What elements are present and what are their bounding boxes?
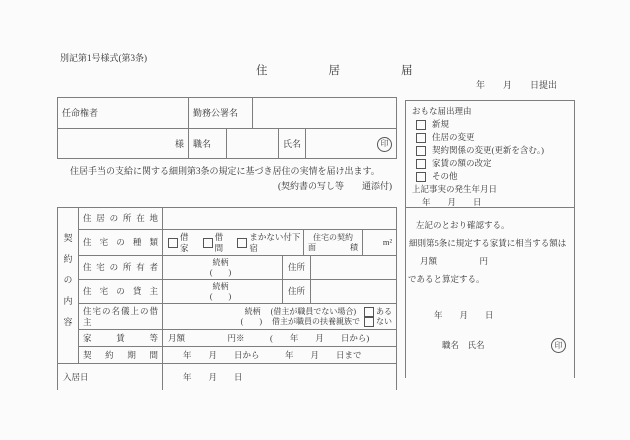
period-value-cell — [163, 347, 396, 364]
relation-paren: ( ) — [240, 316, 262, 326]
contract-area-label-line1: 住宅の契約 — [313, 232, 353, 242]
statement-line1: 住居手当の支給に関する細則第3条の規定に基づき居住の実情を届け出ます。 — [70, 166, 380, 176]
type-value-cell — [163, 230, 396, 256]
form-code: 別記第1号様式(第3条) — [60, 53, 147, 63]
type-option-rented-room — [203, 232, 230, 254]
header-row-signer — [58, 129, 396, 159]
page-title: 住居届 — [256, 65, 474, 77]
contract-group-label: 契約の内容 — [62, 233, 73, 338]
lessor-relation-cell — [163, 280, 283, 303]
type-option-boarding — [237, 232, 303, 254]
checkbox-icon — [416, 120, 426, 130]
job-title-value-cell — [227, 129, 279, 159]
type-label: 住宅の種類 — [83, 237, 158, 247]
rent-label: 家賃等 — [83, 332, 158, 343]
checkbox-icon — [416, 146, 426, 156]
type-option-label: 借家 — [180, 231, 189, 253]
type-options-cell — [163, 230, 304, 255]
move-in-label-cell — [58, 364, 163, 390]
job-title-label: 職名 — [193, 139, 212, 149]
owner-value-cell — [163, 256, 396, 280]
submit-date-line: 年 月 日提出 — [475, 80, 557, 90]
lessor-address-value-cell — [311, 280, 396, 303]
reason-option-other — [406, 170, 574, 183]
reason-heading: おもな届出理由 — [412, 106, 472, 116]
location-label-cell — [79, 208, 163, 230]
appointer-label: 任命権者 — [62, 108, 99, 118]
checkbox-icon — [416, 172, 426, 182]
name-label-cell — [279, 129, 306, 159]
confirm-box — [406, 208, 574, 353]
seal-char: 印 — [554, 340, 563, 350]
reason-option-rent-revision — [406, 157, 574, 170]
tenant-label: 住宅の名儀上の借主 — [83, 305, 158, 327]
tenant-note1-text: (借主が職員でない場合) — [270, 306, 356, 316]
checkbox-icon — [416, 159, 426, 169]
contract-detail-table — [57, 207, 397, 390]
header-row-appointer — [58, 98, 396, 129]
tenant-label-cell — [79, 304, 163, 330]
tenant-option-nai — [364, 317, 392, 327]
addressee-suffix: 様 — [174, 139, 184, 149]
lessor-value-cell — [163, 280, 396, 304]
seal-char: 印 — [380, 139, 389, 148]
confirm-line4: であると算定する。 — [408, 274, 485, 284]
confirm-amount-line: 月額 円 — [420, 256, 489, 266]
confirm-line2: 細則第5条に規定する家賃に相当する額は — [409, 238, 567, 248]
relation-paren: ( ) — [209, 267, 232, 277]
owner-address-value-cell — [311, 256, 396, 279]
address-label: 住所 — [287, 262, 305, 272]
right-column — [405, 100, 575, 378]
move-in-label: 入居日 — [63, 371, 89, 382]
office-label: 勤務公署名 — [193, 108, 239, 118]
appointer-cell — [58, 98, 189, 128]
contract-area-label-line2: 面積 — [308, 242, 358, 252]
checkbox-icon — [364, 307, 374, 317]
type-option-label: まかない付下宿 — [249, 231, 301, 253]
reason-box — [406, 101, 574, 208]
checkbox-icon — [237, 238, 247, 248]
lessor-label: 住宅の貸主 — [83, 286, 158, 296]
office-label-cell — [189, 98, 253, 128]
reason-option-contract-change — [406, 144, 574, 157]
contract-area-unit-cell — [363, 230, 396, 255]
reason-option-label: 家賃の額の改定 — [432, 158, 492, 168]
checkbox-icon — [203, 238, 213, 248]
relation-label: 続柄 — [244, 306, 261, 316]
tenant-note-line1 — [163, 307, 396, 317]
name-label: 氏名 — [283, 139, 302, 149]
relation-label: 続柄 — [212, 257, 229, 267]
header-table — [57, 97, 397, 159]
checkbox-icon — [364, 317, 374, 327]
contract-area-label-cell — [304, 230, 363, 255]
office-value-cell — [253, 98, 396, 128]
reason-option-label: 住居の変更 — [432, 132, 475, 142]
lessor-label-cell — [79, 280, 163, 304]
statement — [70, 165, 392, 192]
reason-option-label: 新規 — [432, 119, 450, 129]
addressee-cell — [58, 129, 189, 159]
area-unit: m² — [382, 237, 392, 247]
confirm-date-line: 年 月 日 — [434, 310, 494, 320]
relation-paren: ( ) — [209, 291, 232, 301]
fact-date-fields: 年 月 日 — [422, 197, 482, 207]
tenant-option-aru — [364, 307, 392, 317]
rent-value: 月額 円※ ( 年 月 日から) — [168, 332, 370, 343]
seal-icon — [377, 137, 392, 152]
reason-option-residence-change — [406, 131, 574, 144]
relation-label: 続柄 — [212, 281, 229, 291]
job-title-label-cell — [189, 129, 227, 159]
lessor-address-label-cell — [283, 280, 311, 303]
period-label-cell — [79, 347, 163, 364]
owner-address-label-cell — [283, 256, 311, 279]
rent-value-cell — [163, 330, 396, 347]
type-option-rented-house — [168, 232, 195, 254]
confirm-signer-labels: 職名 氏名 — [442, 340, 485, 350]
location-value-cell — [163, 208, 396, 230]
tenant-note2-text: 借主が職員の扶養親族で — [272, 316, 360, 326]
confirm-signer-row — [442, 338, 566, 353]
confirm-line1: 左記のとおり確認する。 — [416, 220, 510, 230]
owner-label-cell — [79, 256, 163, 280]
owner-label: 住宅の所有者 — [83, 262, 158, 272]
type-option-label: 借間 — [214, 231, 224, 253]
name-value-cell — [306, 129, 396, 159]
period-label: 契約期間 — [83, 349, 158, 360]
tenant-option-label: ない — [376, 316, 392, 326]
rent-label-cell — [79, 330, 163, 347]
reason-option-label: 契約関係の変更(更新を含む。) — [432, 145, 544, 155]
seal-icon — [551, 338, 566, 353]
owner-relation-cell — [163, 256, 283, 279]
move-in-value-cell — [163, 364, 396, 390]
tenant-option-label: ある — [376, 306, 392, 316]
tenant-note-line2 — [163, 317, 396, 327]
checkbox-icon — [416, 133, 426, 143]
location-label: 住居の所在地 — [83, 213, 158, 223]
tenant-value-cell — [163, 304, 396, 330]
period-value: 年 月 日から 年 月 日まで — [183, 349, 362, 360]
move-in-value: 年 月 日 — [183, 371, 243, 382]
address-label: 住所 — [287, 286, 305, 296]
statement-line2: (契約書の写し等 通添付) — [278, 181, 392, 191]
reason-option-label: その他 — [432, 171, 458, 181]
contract-group-cell — [58, 208, 79, 364]
fact-date-label: 上記事実の発生年月日 — [412, 184, 498, 194]
checkbox-icon — [168, 238, 178, 248]
reason-option-new — [406, 118, 574, 131]
type-label-cell — [79, 230, 163, 256]
